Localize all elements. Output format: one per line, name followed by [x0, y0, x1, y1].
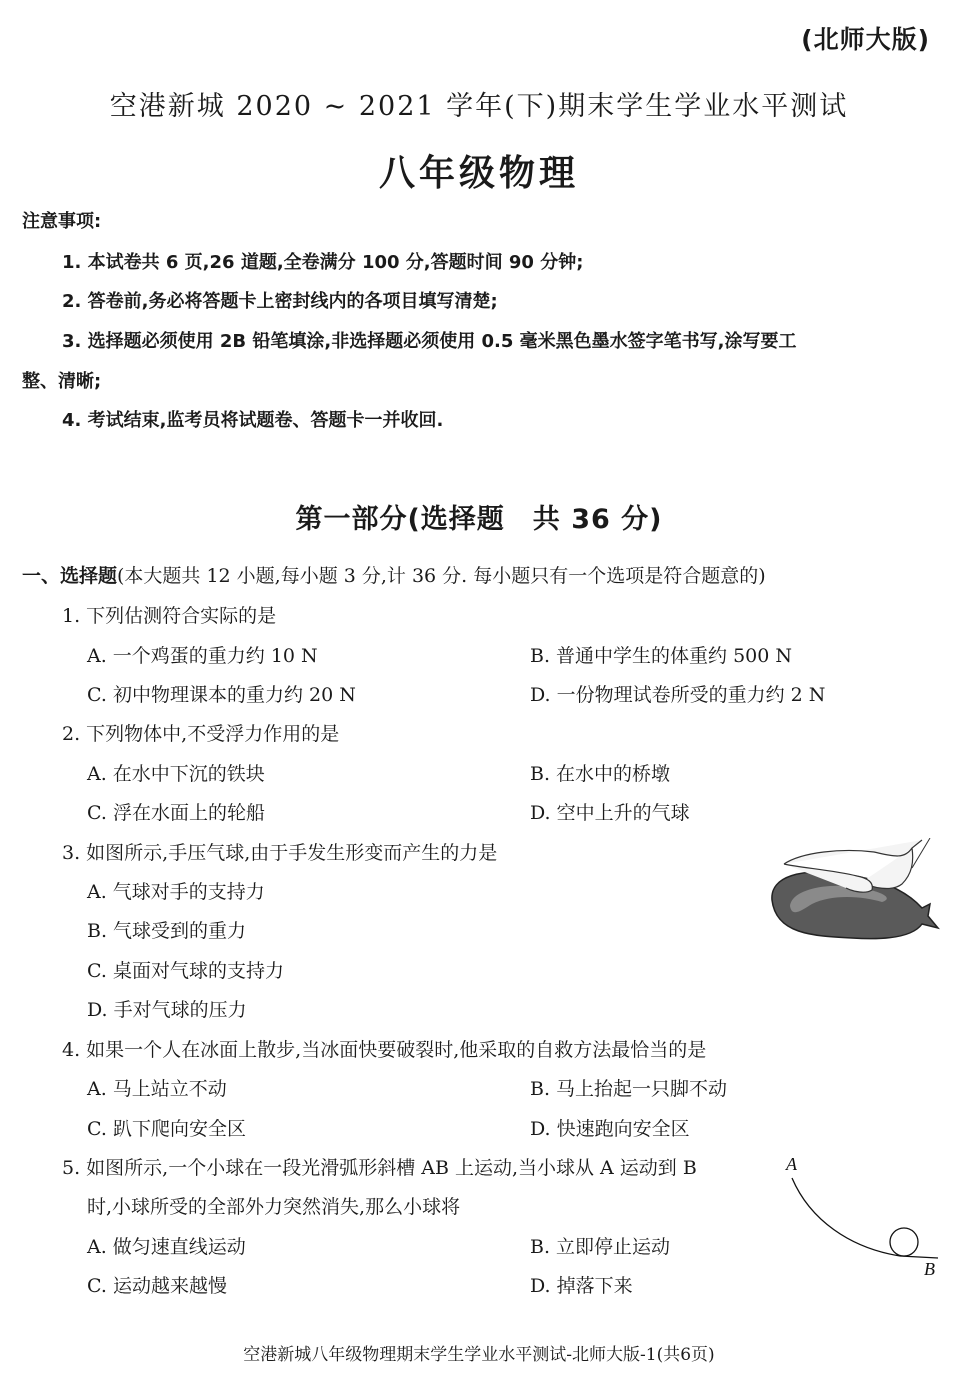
exam-title: 空港新城 2020 ~ 2021 学年(下)期末学生学业水平测试	[109, 91, 849, 122]
subject-title: 八年级物理	[378, 153, 579, 194]
question-5-option-c: C. 运动越来越慢	[87, 1275, 227, 1297]
question-5-option-d: D. 掉落下来	[530, 1275, 633, 1297]
question-1-option-d: D. 一份物理试卷所受的重力约 2 N	[530, 684, 826, 706]
hand-pressing-balloon-figure	[762, 838, 940, 946]
question-2-stem: 2. 下列物体中,不受浮力作用的是	[62, 723, 340, 745]
point-a-label: A	[786, 1154, 797, 1174]
question-2-option-d: D. 空中上升的气球	[530, 802, 690, 824]
question-4-option-a: A. 马上站立不动	[87, 1078, 227, 1100]
question-1-stem: 1. 下列估测符合实际的是	[62, 605, 277, 627]
question-5-stem-line1: 5. 如图所示,一个小球在一段光滑弧形斜槽 AB 上运动,当小球从 A 运动到 B	[62, 1157, 697, 1179]
notice-item: 4. 考试结束,监考员将试题卷、答题卡一并收回.	[62, 410, 444, 431]
question-3-option-c: C. 桌面对气球的支持力	[87, 960, 284, 982]
question-1-option-b: B. 普通中学生的体重约 500 N	[530, 645, 793, 667]
point-b-label: B	[924, 1259, 935, 1275]
part-heading	[22, 561, 766, 588]
question-2-option-b: B. 在水中的桥墩	[530, 763, 671, 785]
question-1-option-a: A. 一个鸡蛋的重力约 10 N	[87, 645, 318, 667]
question-3-stem: 3. 如图所示,手压气球,由于手发生形变而产生的力是	[62, 842, 498, 864]
question-3-option-a: A. 气球对手的支持力	[87, 881, 265, 903]
question-4-option-c: C. 趴下爬向安全区	[87, 1118, 246, 1140]
question-5-option-a: A. 做匀速直线运动	[87, 1236, 246, 1258]
question-4-option-b: B. 马上抬起一只脚不动	[530, 1078, 728, 1100]
section-title: 第一部分(选择题 共 36 分)	[295, 504, 663, 535]
notice-item: 3. 选择题必须使用 2B 铅笔填涂,非选择题必须使用 0.5 毫米黑色墨水签字笔书写,涂写要工	[62, 331, 797, 352]
notice-heading: 注意事项:	[22, 211, 102, 232]
question-1-option-c: C. 初中物理课本的重力约 20 N	[87, 684, 356, 706]
question-4-option-d: D. 快速跑向安全区	[530, 1118, 690, 1140]
question-5-option-b: B. 立即停止运动	[530, 1236, 671, 1258]
arc-track-ball-figure	[780, 1150, 950, 1275]
question-3-option-d: D. 手对气球的压力	[87, 999, 247, 1021]
notice-item: 整、清晰;	[22, 371, 102, 392]
question-3-option-b: B. 气球受到的重力	[87, 920, 247, 942]
question-5-stem-line2: 时,小球所受的全部外力突然消失,那么小球将	[87, 1196, 461, 1218]
edition-label: (北师大版)	[801, 25, 930, 54]
part-description: (本大题共 12 小题,每小题 3 分,计 36 分. 每小题只有一个选项是符合题意的)	[117, 565, 766, 587]
question-2-option-a: A. 在水中下沉的铁块	[87, 763, 265, 785]
notice-item: 1. 本试卷共 6 页,26 道题,全卷满分 100 分,答题时间 90 分钟;	[62, 252, 584, 273]
part-label: 一、选择题	[22, 565, 118, 587]
question-4-stem: 4. 如果一个人在冰面上散步,当冰面快要破裂时,他采取的自救方法最恰当的是	[62, 1039, 707, 1061]
question-2-option-c: C. 浮在水面上的轮船	[87, 802, 265, 824]
page-footer: 空港新城八年级物理期末学生学业水平测试-北师大版-1(共6页)	[243, 1345, 715, 1365]
notice-item: 2. 答卷前,务必将答题卡上密封线内的各项目填写清楚;	[62, 291, 498, 312]
